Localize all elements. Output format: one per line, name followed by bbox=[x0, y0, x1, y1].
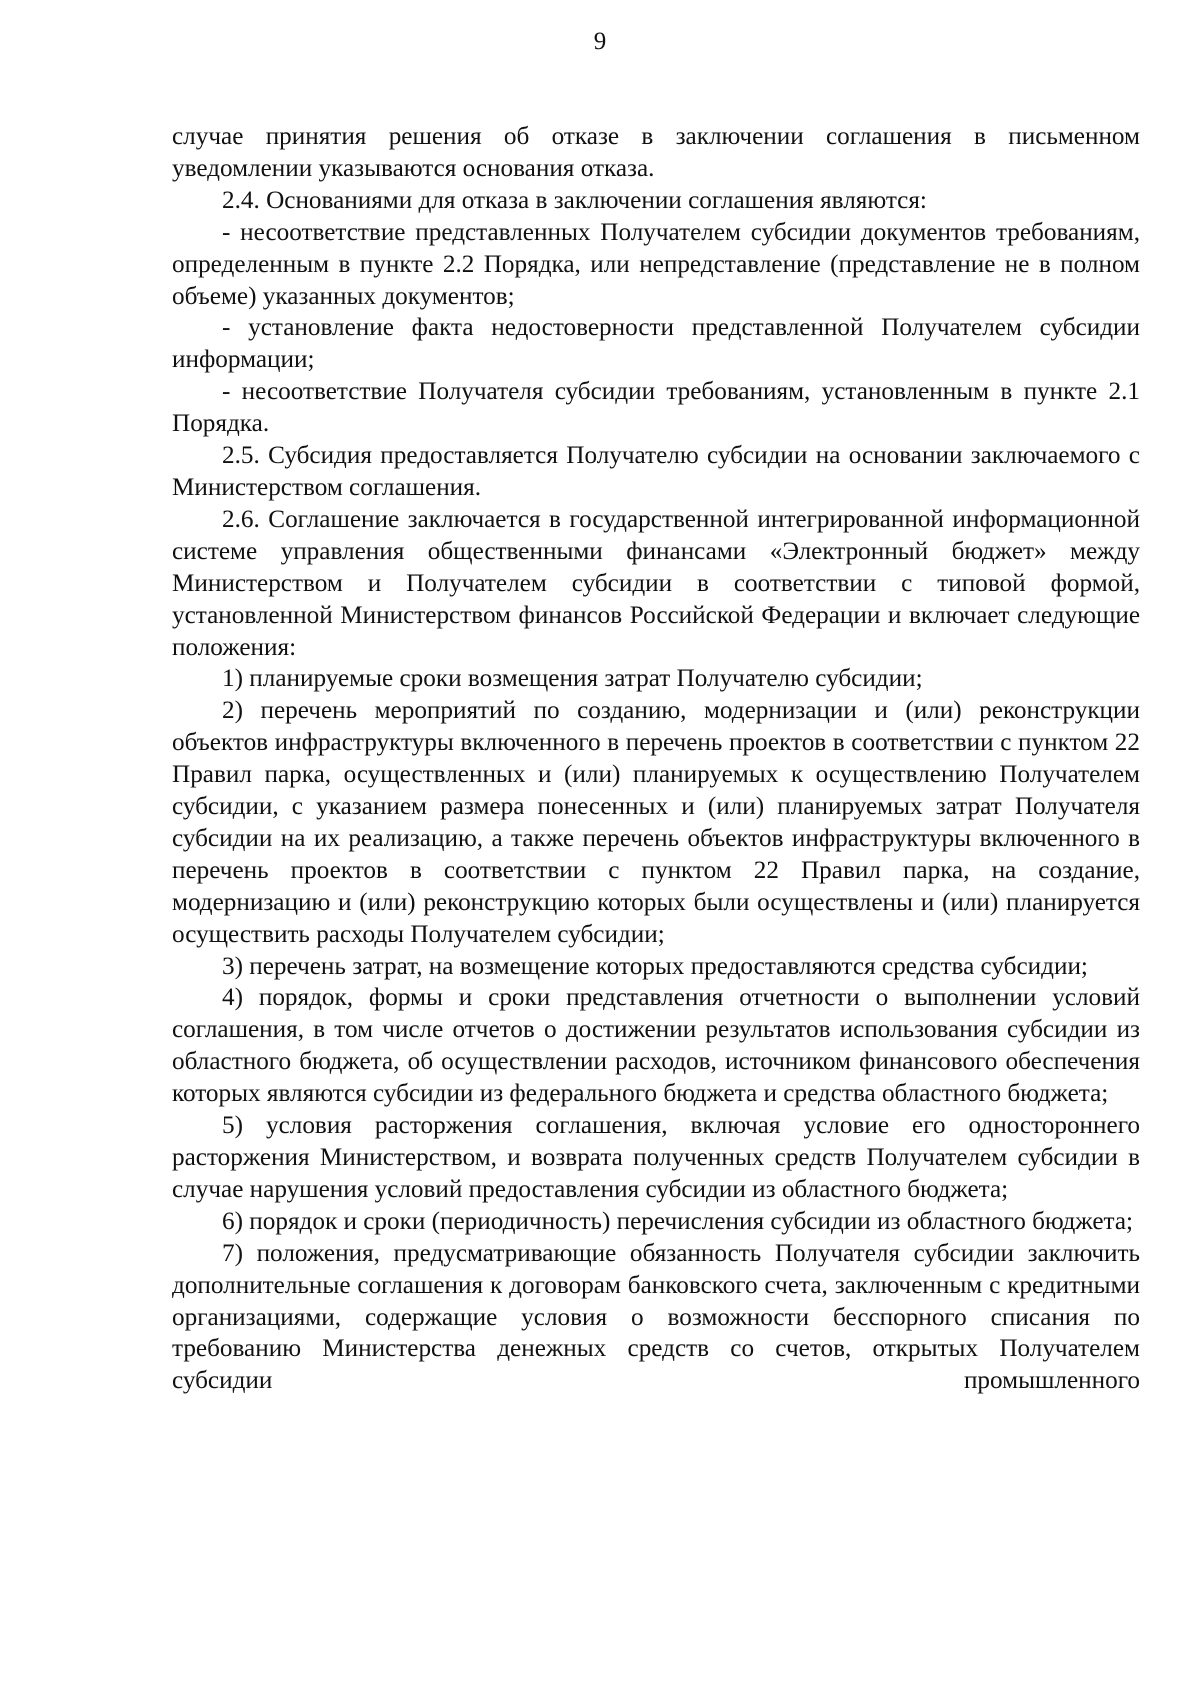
list-item-3: 3) перечень затрат, на возмещение которых предоставляются средства субсидии; bbox=[222, 952, 1088, 980]
page-number: 9 bbox=[593, 28, 607, 55]
list-item-5: 5) условия расторжения соглашения, включая условие его одностороннего расторжения Министерством, и возврата полученных средств Получателем субсидии в случае нарушения условий предоставления субсидии из областного бюджета; bbox=[172, 1112, 1140, 1203]
list-item-1: 1) планируемые сроки возмещения затрат Получателю субсидии; bbox=[222, 665, 923, 693]
paragraph-refusal-ground-1: - несоответствие представленных Получателем субсидии документов требованиям, определенным в пункте 2.2 Порядка, или непредставление (представление не в полном объеме) указанных документов; bbox=[172, 218, 1140, 310]
paragraph-continuation: случае принятия решения об отказе в заключении соглашения в письменном уведомлении указываются основания отказа. bbox=[172, 123, 1140, 182]
list-item-7: 7) положения, предусматривающие обязанность Получателя субсидии заключить дополнительные соглашения к договорам банковского счета, заключенным с кредитными организациями, содержащие условия о возможности бесспорного списания по требованию Министерства денежных средств со счетов, открытых Получателем субсидии промышленного bbox=[172, 1239, 1140, 1395]
paragraph-refusal-ground-2: - установление факта недостоверности представленной Получателем субсидии информации; bbox=[172, 314, 1140, 374]
paragraph-2-5: 2.5. Субсидия предоставляется Получателю субсидии на основании заключаемого с Министерством соглашения. bbox=[172, 442, 1140, 501]
list-item-4: 4) порядок, формы и сроки представления отчетности о выполнении условий соглашения, в том числе отчетов о достижении результатов использования субсидии из областного бюджета, об осуществлении расходов, источником финансового обеспечения которых являются субсидии из федерального бюджета и средства областного бюджета; bbox=[172, 984, 1140, 1108]
document-body bbox=[172, 121, 1140, 1397]
paragraph-refusal-ground-3: - несоответствие Получателя субсидии требованиям, установленным в пункте 2.1 Порядка. bbox=[172, 378, 1140, 438]
paragraph-2-4: 2.4. Основаниями для отказа в заключении соглашения являются: bbox=[222, 186, 927, 214]
paragraph-2-6: 2.6. Соглашение заключается в государственной интегрированной информационной системе управления общественными финансами «Электронный бюджет» между Министерством и Получателем субсидии в соответствии с типовой формой, установленной Министерством финансов Российской Федерации и включает следующие положения: bbox=[172, 505, 1140, 661]
list-item-6: 6) порядок и сроки (периодичность) перечисления субсидии из областного бюджета; bbox=[222, 1207, 1134, 1235]
list-item-2: 2) перечень мероприятий по созданию, модернизации и (или) реконструкции объектов инфраструктуры включенного в перечень проектов в соответствии с пунктом 22 Правил парка, осуществленных и (или) планируемых к осуществлению Получателем субсидии, с указанием размера понесенных и (или) планируемых затрат Получателя субсидии на их реализацию, а также перечень объектов инфраструктуры включенного в перечень проектов в соответствии с пунктом 22 Правил парка, на создание, модернизацию и (или) реконструкцию которых были осуществлены и (или) планируется осуществить расходы Получателем субсидии; bbox=[172, 697, 1140, 948]
